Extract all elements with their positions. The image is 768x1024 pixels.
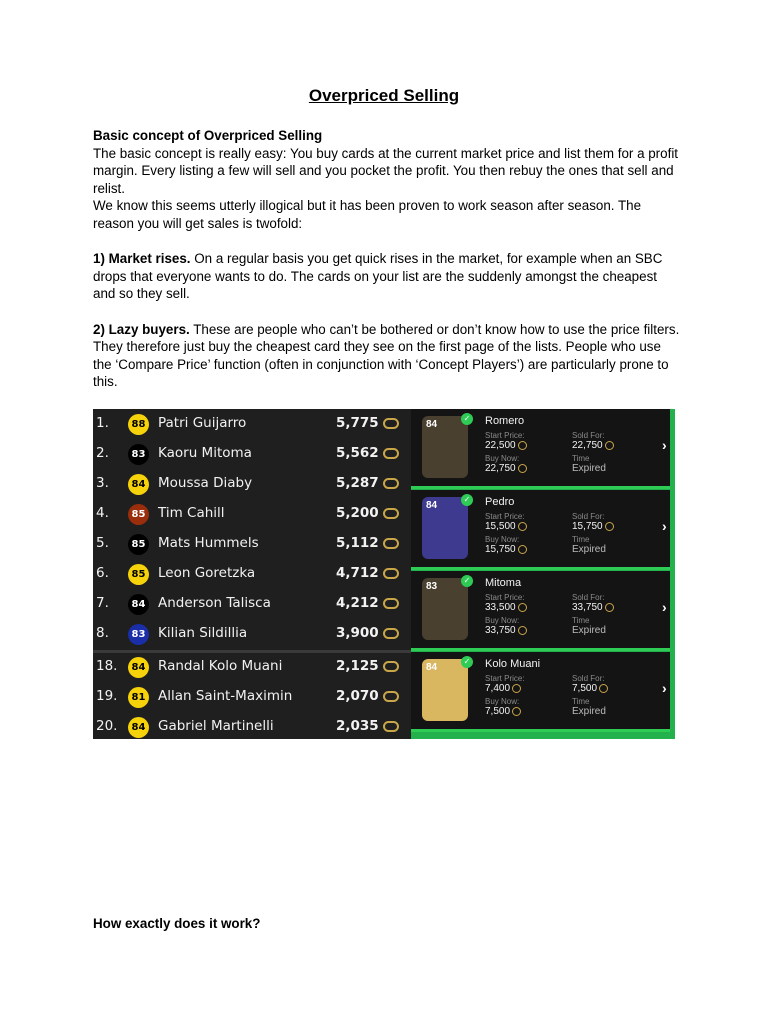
coin-icon [512, 684, 521, 693]
check-icon: ✓ [461, 413, 473, 425]
time-label: Time [572, 616, 590, 625]
status-value: Expired [572, 706, 606, 717]
rank-number: 20. [96, 718, 118, 734]
coin-icon [383, 691, 399, 702]
time-label: Time [572, 697, 590, 706]
point-text: These are people who can’t be bothered or don’t know how to use the price filters. They therefore just buy the cheapest card they see on the first page of the lists. People who use the ‘Compare Price’ function (often in conjunction with ‘Concept Players’) are particularly prone to this. [93, 321, 680, 390]
coin-icon [383, 661, 399, 672]
coin-icon [605, 522, 614, 531]
buy-now-label: Buy Now: [485, 616, 520, 625]
player-name: Kilian Sildillia [158, 625, 248, 641]
ranking-row [93, 499, 411, 529]
player-price: 2,125 [336, 658, 379, 674]
intro-section [93, 127, 683, 391]
coin-icon [518, 545, 527, 554]
ranking-row [93, 712, 411, 739]
chevron-right-icon[interactable]: › [662, 680, 667, 696]
coin-icon [383, 448, 399, 459]
screenshot-figure [93, 409, 675, 739]
coin-icon [518, 464, 527, 473]
player-price: 5,562 [336, 445, 379, 461]
player-card-thumbnail [422, 416, 468, 478]
player-price: 5,200 [336, 505, 379, 521]
start-price-value: 7,400 [485, 683, 521, 694]
sold-for-value: 7,500 [572, 683, 608, 694]
sold-item-card[interactable] [411, 490, 670, 570]
buy-now-label: Buy Now: [485, 697, 520, 706]
coin-icon [605, 603, 614, 612]
section-heading: Basic concept of Overpriced Selling [93, 128, 323, 143]
coin-icon [512, 707, 521, 716]
ranking-row [93, 409, 411, 439]
player-card-thumbnail [422, 497, 468, 559]
paragraph-concept: The basic concept is really easy: You buy cards at the current market price and list them for a profit margin. Every listing a few will sell and you pocket the profit. You then rebuy the ones that sell and relist. [93, 145, 679, 196]
ranking-row [93, 652, 411, 682]
player-price: 2,070 [336, 688, 379, 704]
point-label: 1) Market rises. [93, 251, 191, 267]
check-icon: ✓ [461, 575, 473, 587]
point-label: 2) Lazy buyers. [93, 321, 190, 337]
ranking-row [93, 559, 411, 589]
rank-number: 1. [96, 415, 109, 431]
coin-icon [383, 628, 399, 639]
coin-icon [383, 721, 399, 732]
start-price-label: Start Price: [485, 431, 525, 440]
player-name: Anderson Talisca [158, 595, 271, 611]
coin-icon [383, 538, 399, 549]
rank-number: 6. [96, 565, 109, 581]
card-rating: 84 [426, 419, 438, 430]
player-name: Gabriel Martinelli [158, 718, 274, 734]
start-price-label: Start Price: [485, 593, 525, 602]
rank-number: 19. [96, 688, 118, 704]
buy-now-label: Buy Now: [485, 454, 520, 463]
time-label: Time [572, 535, 590, 544]
rank-number: 7. [96, 595, 109, 611]
start-price-value: 15,500 [485, 521, 527, 532]
sold-item-card[interactable] [411, 571, 670, 651]
ranking-row [93, 529, 411, 559]
coin-icon [605, 441, 614, 450]
player-price: 2,035 [336, 718, 379, 734]
sold-for-value: 15,750 [572, 521, 614, 532]
card-rating: 84 [426, 500, 438, 511]
player-name: Leon Goretzka [158, 565, 256, 581]
ranking-row [93, 619, 411, 649]
point-market-rises [93, 250, 683, 303]
sold-for-value: 22,750 [572, 440, 614, 451]
rating-badge: 85 [128, 534, 149, 555]
sold-for-label: Sold For: [572, 674, 605, 683]
ranking-row [93, 682, 411, 712]
status-value: Expired [572, 463, 606, 474]
rating-badge: 84 [128, 594, 149, 615]
coin-icon [599, 684, 608, 693]
rating-badge: 81 [128, 687, 149, 708]
buy-now-value: 15,750 [485, 544, 527, 555]
player-name: Randal Kolo Muani [158, 658, 283, 674]
rank-number: 5. [96, 535, 109, 551]
buy-now-value: 22,750 [485, 463, 527, 474]
player-price: 5,775 [336, 415, 379, 431]
start-price-label: Start Price: [485, 512, 525, 521]
card-player-name: Romero [485, 415, 525, 427]
player-name: Tim Cahill [158, 505, 225, 521]
rank-number: 4. [96, 505, 109, 521]
player-card-thumbnail [422, 578, 468, 640]
buy-now-label: Buy Now: [485, 535, 520, 544]
player-price: 5,112 [336, 535, 379, 551]
buy-now-value: 7,500 [485, 706, 521, 717]
player-price: 3,900 [336, 625, 379, 641]
sold-for-label: Sold For: [572, 431, 605, 440]
rating-badge: 85 [128, 504, 149, 525]
coin-icon [383, 478, 399, 489]
coin-icon [383, 598, 399, 609]
status-value: Expired [572, 625, 606, 636]
player-name: Mats Hummels [158, 535, 259, 551]
player-price: 4,212 [336, 595, 379, 611]
start-price-label: Start Price: [485, 674, 525, 683]
rank-number: 2. [96, 445, 109, 461]
paragraph-twofold: We know this seems utterly illogical but it has been proven to work season after season. The reason you will get sales is twofold: [93, 198, 642, 231]
time-label: Time [572, 454, 590, 463]
player-name: Patri Guijarro [158, 415, 247, 431]
rating-badge: 84 [128, 657, 149, 678]
sold-for-value: 33,750 [572, 602, 614, 613]
sold-item-card[interactable] [411, 409, 670, 489]
coin-icon [383, 508, 399, 519]
rank-number: 18. [96, 658, 118, 674]
sold-for-label: Sold For: [572, 593, 605, 602]
rating-badge: 84 [128, 717, 149, 738]
rating-badge: 88 [128, 414, 149, 435]
rating-badge: 83 [128, 624, 149, 645]
card-rating: 84 [426, 662, 438, 673]
price-ranking-list [93, 409, 411, 739]
sold-items-panel [411, 409, 675, 739]
buy-now-value: 33,750 [485, 625, 527, 636]
page-title: Overpriced Selling [308, 86, 460, 105]
player-name: Kaoru Mitoma [158, 445, 252, 461]
card-player-name: Kolo Muani [485, 658, 541, 670]
player-price: 4,712 [336, 565, 379, 581]
player-name: Moussa Diaby [158, 475, 253, 491]
start-price-value: 22,500 [485, 440, 527, 451]
coin-icon [383, 418, 399, 429]
sold-for-label: Sold For: [572, 512, 605, 521]
coin-icon [518, 522, 527, 531]
chevron-right-icon[interactable]: › [662, 518, 667, 534]
check-icon: ✓ [461, 494, 473, 506]
rank-number: 3. [96, 475, 109, 491]
sold-item-card[interactable] [411, 652, 670, 732]
ranking-row [93, 439, 411, 469]
ranking-row [93, 589, 411, 619]
card-player-name: Pedro [485, 496, 515, 508]
coin-icon [518, 626, 527, 635]
card-player-name: Mitoma [485, 577, 522, 589]
chevron-right-icon[interactable]: › [662, 437, 667, 453]
player-price: 5,287 [336, 475, 379, 491]
list-divider [93, 650, 411, 653]
rank-number: 8. [96, 625, 109, 641]
player-name: Allan Saint-Maximin [158, 688, 293, 704]
player-card-thumbnail [422, 659, 468, 721]
rating-badge: 85 [128, 564, 149, 585]
coin-icon [518, 441, 527, 450]
coin-icon [383, 568, 399, 579]
point-text: On a regular basis you get quick rises in the market, for example when an SBC drops that everyone wants to do. The cards on your list are the suddenly amongst the cheapest and so they sell. [93, 251, 663, 302]
rating-badge: 83 [128, 444, 149, 465]
point-lazy-buyers [93, 321, 683, 391]
check-icon: ✓ [461, 656, 473, 668]
chevron-right-icon[interactable]: › [662, 599, 667, 615]
rating-badge: 84 [128, 474, 149, 495]
subheading: How exactly does it work? [93, 916, 261, 931]
status-value: Expired [572, 544, 606, 555]
ranking-row [93, 469, 411, 499]
coin-icon [518, 603, 527, 612]
card-rating: 83 [426, 581, 438, 592]
start-price-value: 33,500 [485, 602, 527, 613]
